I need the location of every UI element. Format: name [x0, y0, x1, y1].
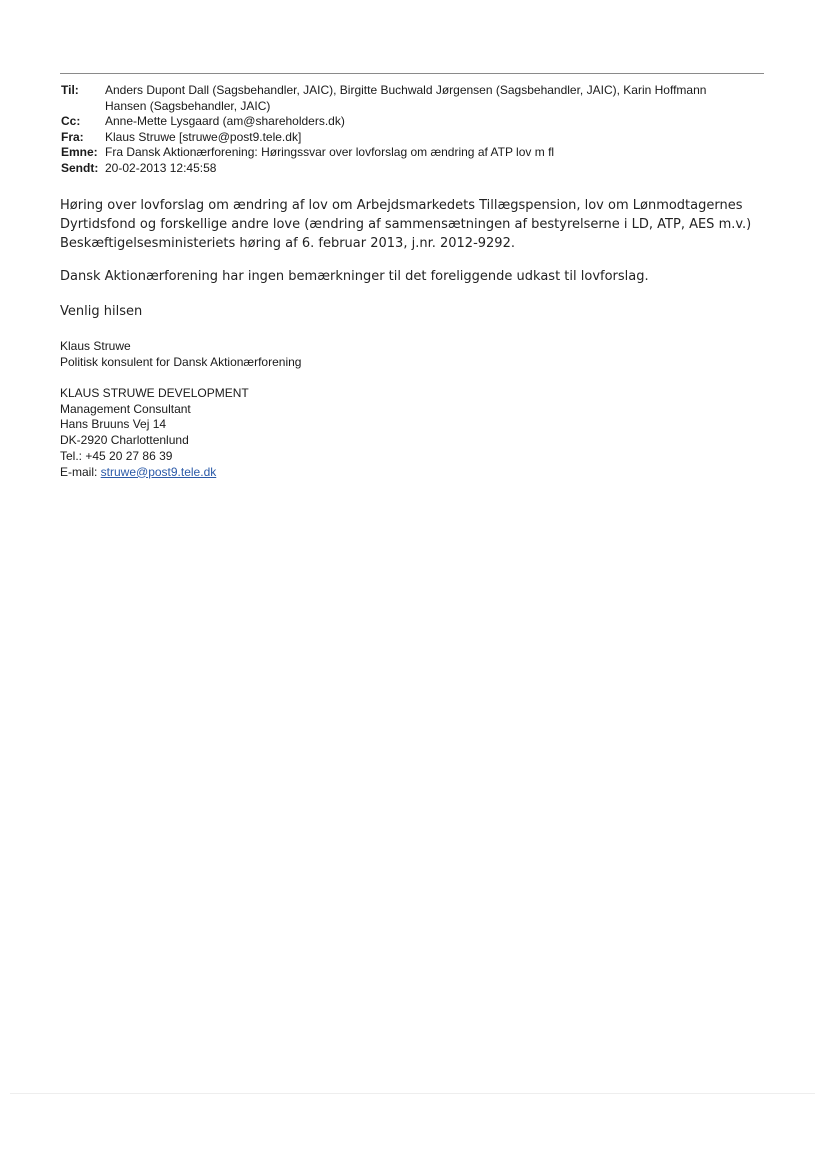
intro-line-3: Beskæftigelsesministeriets høring af 6. februar 2013, j.nr. 2012-9292. — [60, 236, 515, 251]
to-label: Til: — [61, 83, 79, 97]
signature-name: Klaus Struwe — [60, 339, 131, 353]
company-phone: Tel.: +45 20 27 86 39 — [60, 448, 173, 463]
signature-block — [60, 339, 460, 370]
to-recipients — [105, 83, 761, 114]
sent-label: Sendt: — [61, 160, 99, 175]
company-name: KLAUS STRUWE DEVELOPMENT — [60, 386, 249, 400]
from-label: Fra: — [61, 129, 84, 144]
sent-date: 20-02-2013 12:45:58 — [105, 160, 217, 175]
sent-row — [61, 161, 761, 177]
intro-line-1: Høring over lovforslag om ændring af lov om Arbejdsmarkedets Tillægspension, lov om Lønmodtagernes — [60, 198, 743, 213]
company-role: Management Consultant — [60, 401, 191, 416]
subject-label: Emne: — [61, 145, 98, 159]
email-label: E-mail: — [60, 464, 101, 479]
to-row — [61, 83, 761, 114]
to-recipients-line-2: Hansen (Sagsbehandler, JAIC) — [105, 98, 271, 113]
signature-title: Politisk konsulent for Dansk Aktionærforening — [60, 354, 302, 369]
cc-label: Cc: — [61, 114, 81, 128]
subject: Fra Dansk Aktionærforening: Høringssvar over lovforslag om ændring af ATP lov m fl — [105, 145, 555, 159]
email-header — [61, 83, 761, 176]
company-email-row — [60, 465, 460, 481]
company-block — [60, 386, 460, 480]
to-recipients-line-1: Anders Dupont Dall (Sagsbehandler, JAIC), Birgitte Buchwald Jørgensen (Sagsbehandler, JAIC), Karin Hoffmann — [105, 83, 707, 97]
from-row — [61, 130, 761, 146]
subject-row — [61, 145, 761, 161]
cc-row — [61, 114, 761, 130]
statement-paragraph: Dansk Aktionærforening har ingen bemærkninger til det foreliggende udkast til lovforslag. — [60, 269, 649, 284]
intro-line-2: Dyrtidsfond og forskellige andre love (ændring af sammensætningen af bestyrelserne i LD, ATP, AES m.v.) — [60, 217, 752, 232]
header-divider — [60, 73, 764, 74]
page-bottom-divider — [10, 1093, 815, 1094]
greeting: Venlig hilsen — [60, 304, 143, 319]
email-link[interactable]: struwe@post9.tele.dk — [100, 464, 217, 479]
cc-recipients: Anne-Mette Lysgaard (am@shareholders.dk) — [105, 114, 345, 128]
sender: Klaus Struwe [struwe@post9.tele.dk] — [105, 129, 302, 144]
company-street: Hans Bruuns Vej 14 — [60, 417, 167, 432]
company-city: DK-2920 Charlottenlund — [60, 433, 189, 448]
intro-paragraph — [60, 196, 760, 253]
